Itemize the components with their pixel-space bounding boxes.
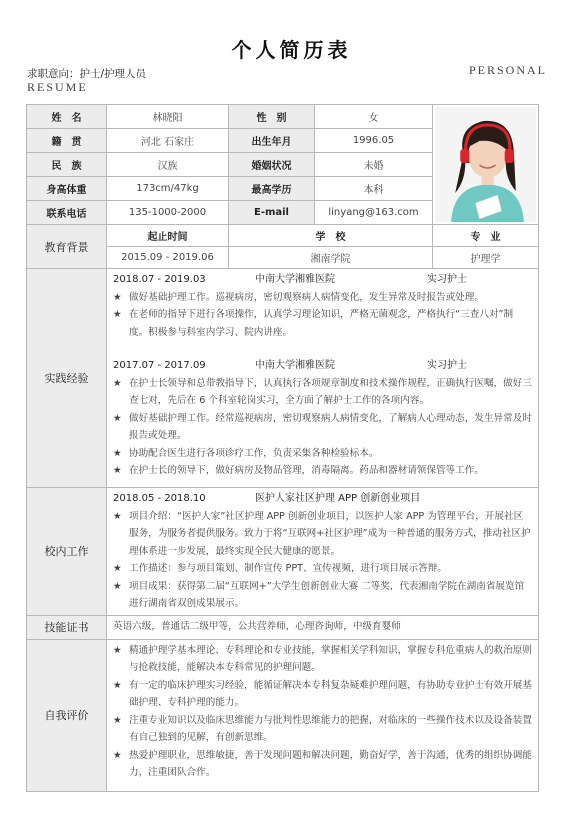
practice-job-2-item: ★ 在护士长领导和总带教指导下，认真执行各项规章制度和技术操作规程，正确执行医嘱，做好三查七对，先后在 6 个科室轮岗实习，全方面了解护士工作的各项内容。 <box>113 375 532 410</box>
english-heading-resume: RESUME <box>27 80 88 94</box>
phone-label: 联系电话 <box>27 201 107 225</box>
resume-table <box>26 104 539 792</box>
education-school: 湘南学院 <box>229 247 433 269</box>
email-value: linyang@163.com <box>315 201 433 225</box>
education-major: 护理学 <box>433 247 539 269</box>
birth-label: 出生年月 <box>229 129 315 153</box>
practice-job-2-item: ★ 在护士长的领导下，做好病房及物品管理，消毒隔离。药品和器材请领保管等工作。 <box>113 462 532 480</box>
practice-job-1-item: ★ 在老师的指导下进行各项操作，认真学习理论知识，严格无菌观念，严格执行“三查八对”制度。积极参与科室内学习、院内讲座。 <box>113 306 532 341</box>
self-eval-section-label: 自我评价 <box>27 639 107 791</box>
campus-content <box>107 488 539 616</box>
education-col-school: 学 校 <box>229 225 433 247</box>
star-icon: ★ <box>113 749 122 761</box>
education-col-major: 专 业 <box>433 225 539 247</box>
practice-job-2-item: ★ 做好基础护理工作。经常巡视病房，密切观察病人病情变化，了解病人心理动态，发生异常及时报告或处理。 <box>113 410 532 445</box>
practice-job-2-item: ★ 协助配合医生进行各项诊疗工作，负责采集各种检验标本。 <box>113 445 532 463</box>
campus-item: ★ 工作描述：参与项目策划、制作宣传 PPT、宣传视频，进行项目展示答辩。 <box>113 560 532 578</box>
campus-item: ★ 项目成果：获得第二届“互联网+”大学生创新创业大赛 二等奖，代表湘南学院在湖南省展览馆进行湖南省双创成果展示。 <box>113 578 532 613</box>
star-icon: ★ <box>113 377 122 389</box>
campus-item: ★ 项目介绍：“医护人家”社区护理 APP 创新创业项目，以医护人家 APP 为管理平台，开展社区服务，为服务者提供服务。致力于将“互联网+社区护理”成为一种普通的服务方式，推动社区护理体系进一步发展，最终实现全民大健康的愿景。 <box>113 508 532 561</box>
gender-label: 性 别 <box>229 105 315 129</box>
self-eval-item: ★ 精通护理学基本理论、专科理论和专业技能，掌握相关学科知识，掌握专科危重病人的救治原则与抢救技能，能解决本专科常见的护理问题。 <box>113 642 532 677</box>
star-icon: ★ <box>113 465 122 476</box>
star-icon: ★ <box>113 412 122 424</box>
photo-cell <box>433 105 539 225</box>
star-icon: ★ <box>113 447 122 459</box>
english-heading-personal: PERSONAL <box>468 63 547 77</box>
origin-label: 籍 贯 <box>27 129 107 153</box>
practice-section-label: 实践经验 <box>27 269 107 488</box>
education-time: 2015.09 - 2019.06 <box>107 247 229 269</box>
practice-content <box>107 269 539 488</box>
campus-header: 2018.05 - 2018.10 医护人家社区护理 APP 创新创业项目 <box>113 493 421 504</box>
self-eval-content <box>107 639 539 791</box>
skills-content: 英语六级，普通话二级甲等，公共营养师，心理咨询师，中级育婴师 <box>107 615 539 639</box>
campus-section-label: 校内工作 <box>27 488 107 616</box>
email-label: E-mail <box>229 201 315 225</box>
star-icon: ★ <box>113 644 122 656</box>
education-level-label: 最高学历 <box>229 177 315 201</box>
skills-section-label: 技能证书 <box>27 615 107 639</box>
self-eval-item: ★ 有一定的临床护理实习经验，能循证解决本专科复杂疑难护理问题，有协助专业护士有效开展基础护理、专科护理的能力。 <box>113 677 532 712</box>
name-label: 姓 名 <box>27 105 107 129</box>
star-icon: ★ <box>113 679 122 691</box>
marital-value: 未婚 <box>315 153 433 177</box>
height-weight-label: 身高体重 <box>27 177 107 201</box>
birth-value: 1996.05 <box>315 129 433 153</box>
self-eval-item: ★ 热爱护理职业，思维敏捷，善于发现问题和解决问题，勤奋好学，善于沟通，优秀的组织协调能力，注重团队合作。 <box>113 747 532 782</box>
job-intent: 求职意向：护士/护理人员 <box>27 68 147 80</box>
origin-value: 河北 石家庄 <box>107 129 229 153</box>
phone-value: 135-1000-2000 <box>107 201 229 225</box>
education-col-time: 起止时间 <box>107 225 229 247</box>
height-weight-value: 173cm/47kg <box>107 177 229 201</box>
ethnic-value: 汉族 <box>107 153 229 177</box>
practice-job-1-item: ★ 做好基础护理工作。巡视病房，密切观察病人病情变化，发生异常及时报告或处理。 <box>113 289 532 307</box>
marital-label: 婚姻状况 <box>229 153 315 177</box>
education-level-value: 本科 <box>315 177 433 201</box>
star-icon: ★ <box>113 291 122 303</box>
portrait-illustration <box>435 107 536 222</box>
education-section-label: 教育背景 <box>27 225 107 269</box>
ethnic-label: 民 族 <box>27 153 107 177</box>
practice-job-2-header: 2017.07 - 2017.09 中南大学湘雅医院 实习护士 <box>113 360 467 371</box>
star-icon: ★ <box>113 580 122 592</box>
gender-value: 女 <box>315 105 433 129</box>
star-icon: ★ <box>113 510 122 522</box>
name-value: 林晓阳 <box>107 105 229 129</box>
star-icon: ★ <box>113 714 122 726</box>
practice-job-1-header: 2018.07 - 2019.03 中南大学湘雅医院 实习护士 <box>113 274 467 285</box>
star-icon: ★ <box>113 563 122 574</box>
portrait-photo <box>435 107 536 222</box>
page-title: 个人简历表 <box>231 38 352 62</box>
self-eval-item: ★ 注重专业知识以及临床思维能力与批判性思维能力的把握，对临床的一些操作技术以及设备装置有自己独到的见解，有创新思维。 <box>113 712 532 747</box>
star-icon: ★ <box>113 309 122 320</box>
